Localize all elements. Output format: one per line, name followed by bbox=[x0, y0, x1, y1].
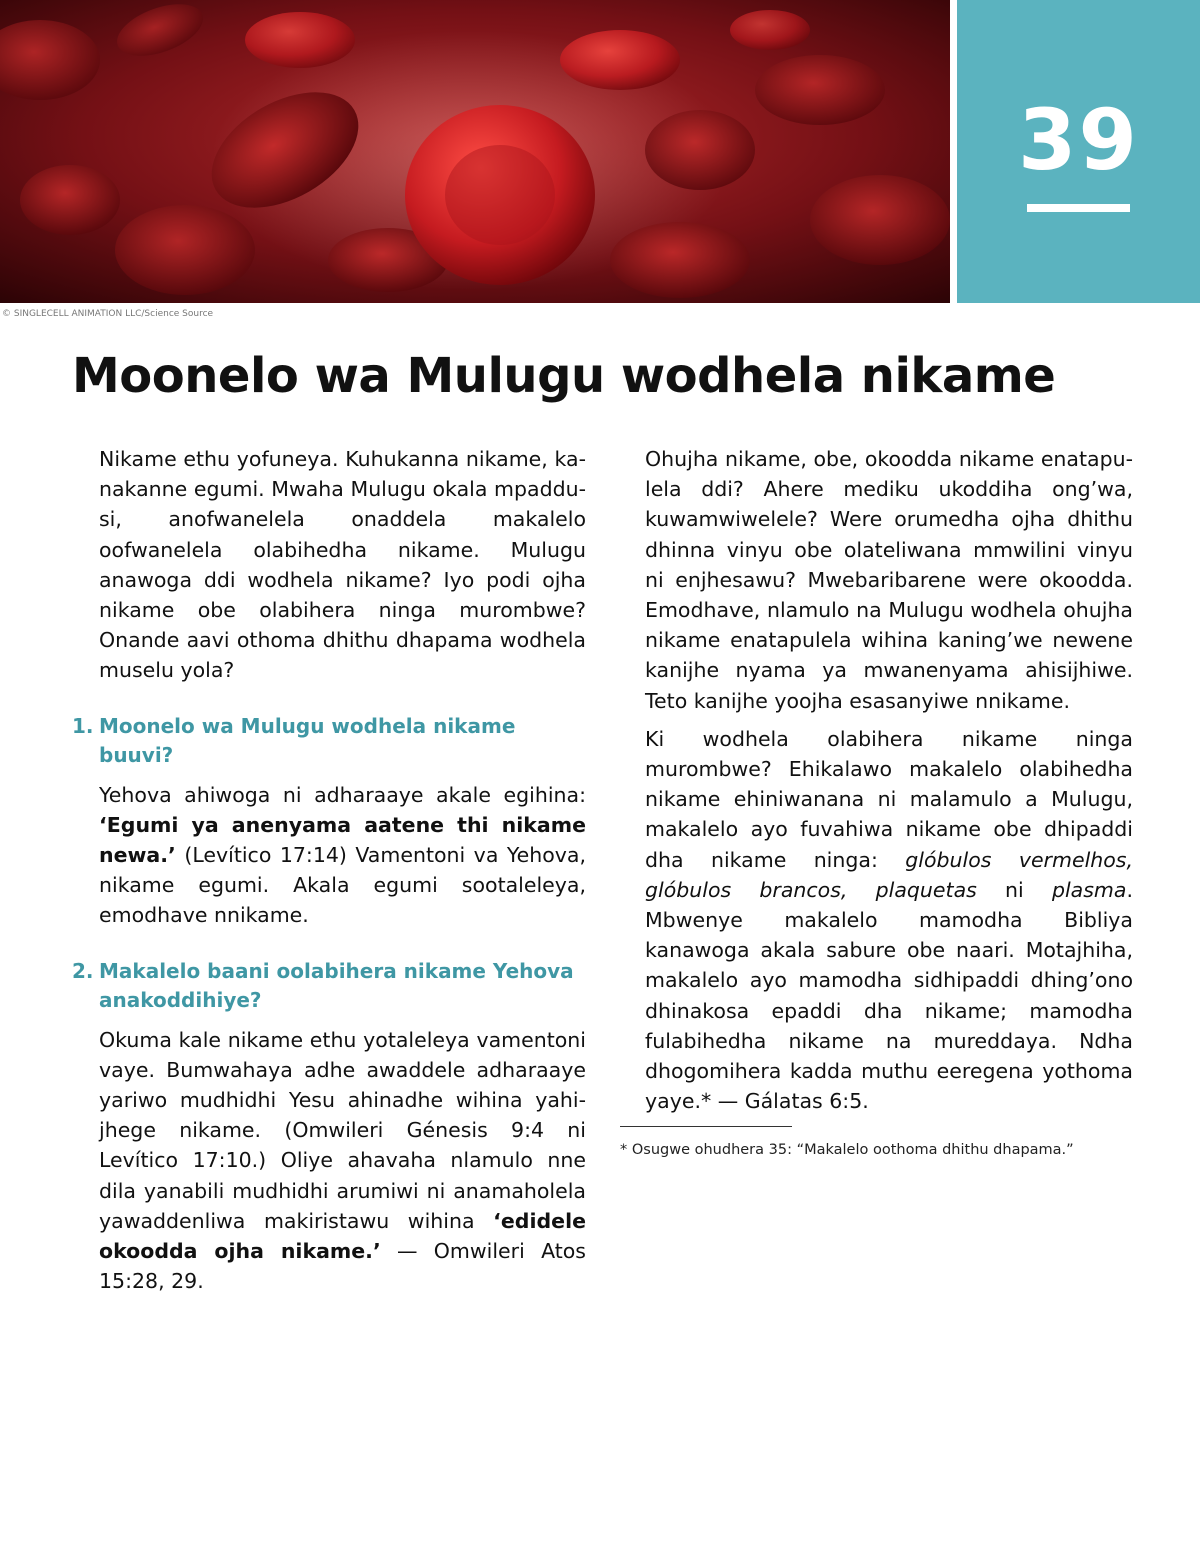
photo-credit: © SINGLECELL ANIMATION LLC/Science Source bbox=[2, 309, 214, 319]
question-1-text: Moonelo wa Mulugu wodhela nikame buuvi? bbox=[99, 713, 516, 767]
answer-2-paragraph bbox=[72, 1025, 586, 1297]
answer-2-text-c: — Omwileri Atos 15:28, 29. bbox=[99, 1239, 586, 1294]
answer-1-text-c: (Levítico 17:14) Vamentoni va Yehova, nikame egumi. Akala egumi sootaleleya, emodhave nnikame. bbox=[99, 843, 586, 928]
right-paragraph-2-text-c: . Mbwenye makalelo mamodha Bibliya kanawoga akala sabure obe naari. Motajhiha, makalelo ayo mamodha sidhipaddi dhing’ono dhinakosa epaddi dha nikame; mamodha fulabihedha nikame na mureddaya. Ndha dhogomihera kadda muthu eeregena yothoma yaye.* — Gálatas 6:5. bbox=[645, 877, 1133, 1114]
right-paragraph-2-text-b: ni bbox=[976, 877, 1052, 902]
page-title: Moonelo wa Mulugu wodhela nikame bbox=[72, 348, 1056, 404]
question-1-number: 1. bbox=[72, 713, 94, 738]
left-column bbox=[72, 444, 586, 1296]
right-paragraph-2-text-a: Ki wodhela olabihera nikame ninga murombwe? Ehikalawo makalelo olabihedha nikame ehiniwanana ni malamulo a Mulugu, makalelo ayo fuvahiwa nikame obe dhipaddi dha nikame ninga: bbox=[645, 726, 1133, 872]
hero-image-blood-cells bbox=[0, 0, 950, 303]
question-1-heading bbox=[72, 712, 586, 770]
intro-paragraph: Nikame ethu yofuneya. Kuhukanna nikame, kanakanne egumi. Mwaha Mulugu okala mpaddusi, anofwanelela onaddela makalelo oofwanelela olabihedha nikame. Mulugu anawoga ddi wodhela nikame? Iyo podi ojha nikame obe olabihera ninga murombwe? Onande aavi othoma dhithu dhapama wodhela muselu yola? bbox=[99, 447, 586, 683]
lesson-number: 39 bbox=[1018, 91, 1139, 189]
answer-1-text-a: Yehova ahiwoga ni adharaaye akale egihina: bbox=[99, 782, 586, 807]
answer-1-quote: ‘Egumi ya anenyama aatene thi nikame newa.’ bbox=[99, 812, 586, 868]
right-paragraph-2 bbox=[620, 724, 1133, 1117]
footnote-divider bbox=[620, 1126, 792, 1127]
footnote: * Osugwe ohudhera 35: “Makalelo oothoma dhithu dhapama.” bbox=[620, 1142, 1074, 1159]
lesson-number-underline bbox=[1027, 204, 1130, 212]
right-paragraph-1: Ohujha nikame, obe, okoodda nikame enatapulela ddi? Ahere mediku ukoddiha ong’wa, kuwamwiwelele? Were orumedha ojha dhithu dhinna vinyu obe olateliwana mmwilini vinyu ni enjhesawu? Mwebaribarene were okoodda. Emodhave, nlamulo na Mulugu wodhela ohujha nikame enatapulela wihina kaning’we newene kanijhe nyama ya mwanenyama ahisijhiwe. Teto kanijhe yoojha esasanyiwe nnikame. bbox=[645, 447, 1133, 713]
question-2-heading bbox=[72, 957, 586, 1015]
answer-2-text-a: Okuma kale nikame ethu yotaleleya vamentoni vaye. Bumwahaya adhe awaddele adharaaye yariwo mudhidhi Yesu ahinadhe wihina yahijhege nikame. (Omwileri Génesis 9:4 ni Levítico 17:10.) Oliye ahavaha nlamulo nne dila yanabili mudhidhi arumiwi ni anamaholela yawaddenliwa makiristawu wihina bbox=[99, 1027, 586, 1233]
question-2-number: 2. bbox=[72, 958, 94, 983]
answer-2-quote: ‘edidele okoodda ojha nikame.’ bbox=[99, 1208, 586, 1264]
blood-fractions-italic: glóbulos vermelhos, glóbulos brancos, plaquetas bbox=[645, 847, 1133, 902]
question-2-text: Makalelo baani oolabihera nikame Yehova anakoddihiye? bbox=[99, 958, 574, 1012]
plasma-italic: plasma bbox=[1051, 877, 1127, 902]
answer-1-paragraph bbox=[72, 780, 586, 931]
right-column bbox=[620, 444, 1133, 1160]
lesson-number-panel bbox=[957, 0, 1200, 303]
